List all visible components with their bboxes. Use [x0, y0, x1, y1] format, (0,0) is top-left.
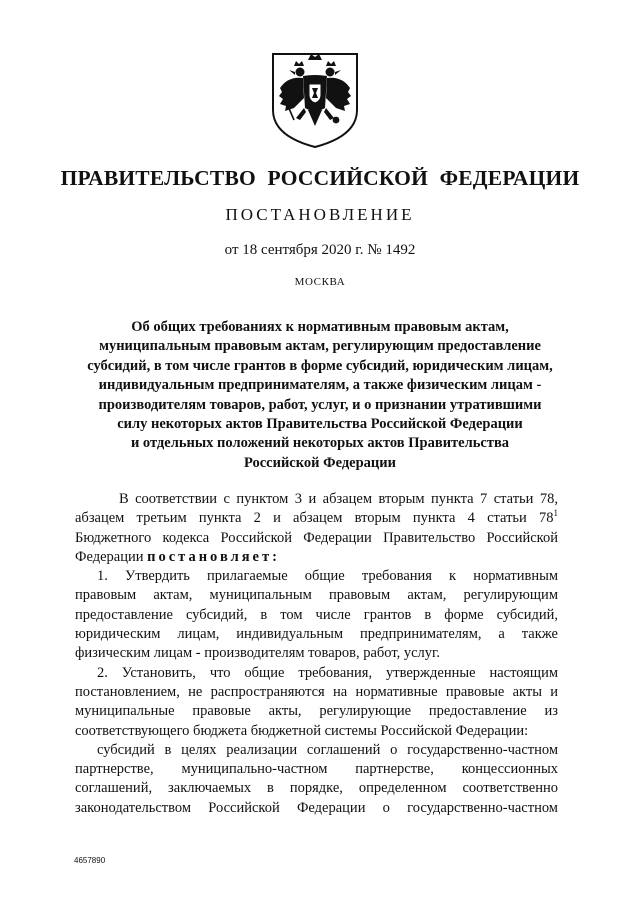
document-heading [60, 318, 580, 473]
body-line: 1. Утвердить прилагаемые общие требования к нормативным [97, 568, 558, 585]
body-line: предоставление субсидий, в том числе грантов в форме субсидий, [75, 606, 558, 623]
heading-line: и отдельных положений некоторых актов Правительства [130, 435, 510, 452]
superscript: 1 [553, 509, 558, 519]
body-line: В соответствии с пунктом 3 и абзацем вторым пункта 7 статьи 78, [119, 491, 558, 507]
document-body [75, 490, 558, 818]
document-city: МОСКВА [294, 276, 346, 288]
heading-line: Об общих требованиях к нормативным правовым актам, [131, 319, 509, 335]
heading-line: производителям товаров, работ, услуг, и о признании утратившими [98, 396, 542, 413]
footer-document-code: 4657890 [74, 856, 106, 865]
body-line: законодательством Российской Федерации о государственно-частном [75, 799, 558, 816]
body-line: муниципальные правовые акты, регулирующие предоставление из [75, 703, 558, 720]
resolves-word: постановляет: [147, 548, 280, 565]
body-line: правовым актам, муниципальным правовым актам, регулирующим [75, 587, 558, 604]
body-line [75, 509, 558, 528]
body-line: субсидий в целях реализации соглашений о государственно-частном [97, 741, 558, 758]
coat-of-arms-icon [270, 48, 360, 150]
body-line: 2. Установить, что общие требования, утвержденные настоящим [97, 664, 558, 681]
body-line: юридическим лицам, индивидуальным предпринимателям, а также [75, 626, 558, 643]
heading-line: субсидий, в том числе грантов в форме субсидий, юридическим лицам, [87, 357, 553, 374]
body-line: соглашений, заключаемых в порядке, определенном соответственно [75, 780, 558, 797]
heading-line: силу некоторых актов Правительства Российской Федерации [117, 416, 523, 433]
body-line: партнерстве, муниципально-частном партнерстве, концессионных [75, 761, 558, 778]
body-line: соответствующего бюджета бюджетной системы Российской Федерации: [75, 722, 529, 739]
heading-line: муниципальным правовым актам, регулирующим предоставление [99, 338, 541, 355]
government-title: ПРАВИТЕЛЬСТВО РОССИЙСКОЙ ФЕДЕРАЦИИ [60, 166, 580, 190]
document-date-number: от 18 сентября 2020 г. № 1492 [224, 242, 416, 258]
body-line: постановлением, не распространяются на нормативные правовые акты и [75, 683, 558, 700]
body-line: Бюджетного кодекса Российской Федерации Правительство Российской [75, 529, 558, 546]
heading-line: индивидуальным предпринимателям, а также физическим лицам - [98, 377, 542, 394]
document-type: ПОСТАНОВЛЕНИЕ [225, 205, 415, 224]
body-line [75, 548, 558, 567]
heading-line: Российской Федерации [243, 454, 396, 471]
body-line: физическим лицам - производителям товаров, работ, услуг. [75, 645, 440, 662]
body-line-text: абзацем третьим пункта 2 и абзацем вторым пункта 4 статьи 78 [75, 510, 554, 527]
body-line-text: Федерации [75, 548, 148, 565]
